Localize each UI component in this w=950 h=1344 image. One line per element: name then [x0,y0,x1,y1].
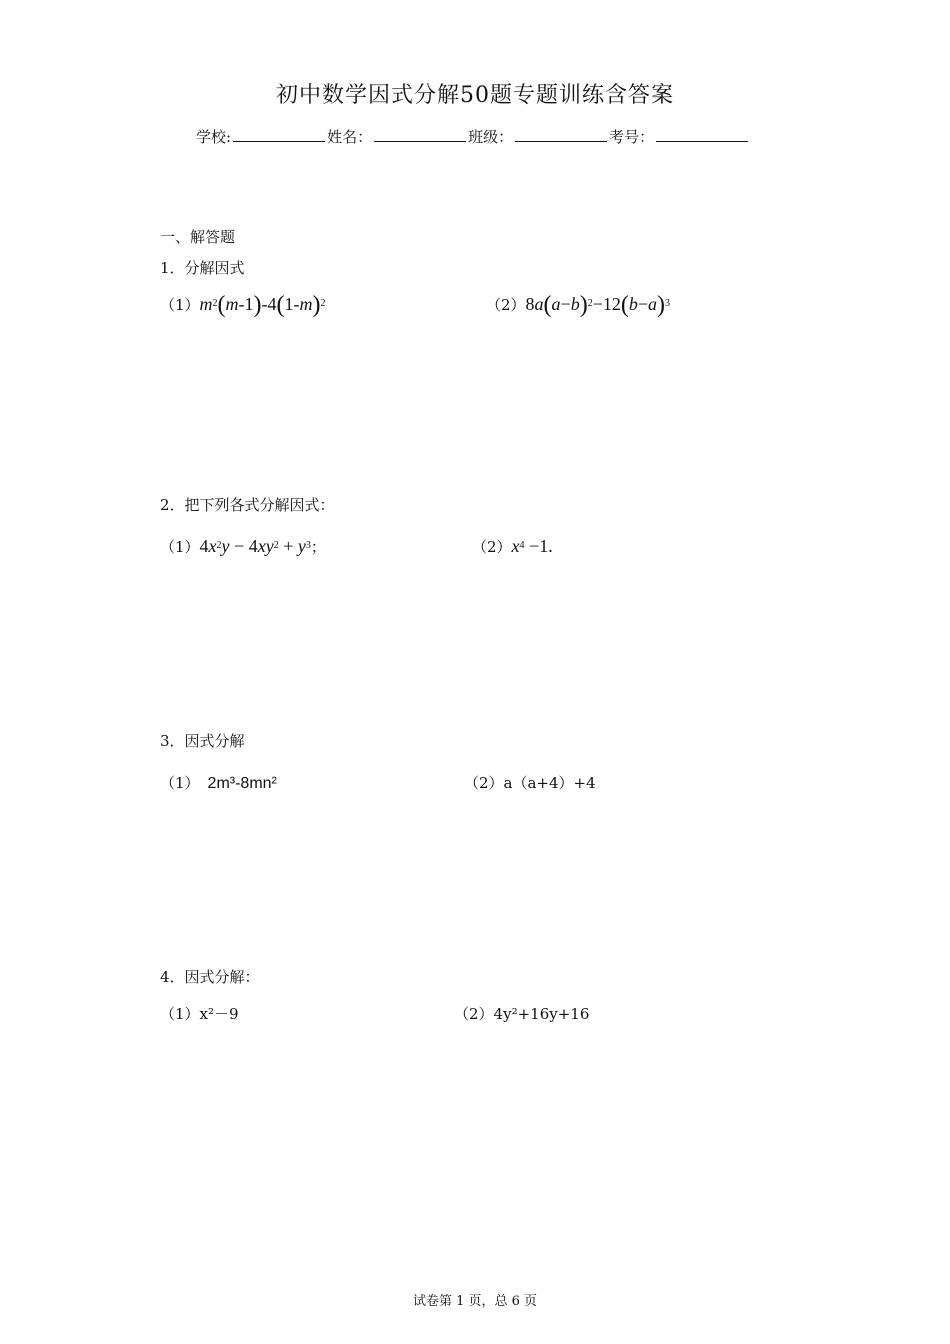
part-label: （1） [160,1005,200,1023]
question-2-part-1 [160,536,326,557]
class-blank[interactable] [515,127,607,142]
question-3-title: 3．因式分解 [160,732,245,750]
math-expression: $8a(a-b)^2-12(b-a)^3$ [525,292,671,318]
math-expression: $x^4 -1$. [511,536,553,556]
math-expression: a（a+4）+4 [503,774,596,792]
part-label: （2） [454,1005,494,1023]
question-3-part-1 [160,772,277,793]
part-label: （2） [464,774,504,792]
page-footer: 试卷第 1 页，总 6 页 [412,1294,538,1309]
question-1-part-2 [486,292,670,319]
part-label: （1） [160,774,200,792]
page-title: 初中数学因式分解50题专题训练含答案 [276,83,674,108]
number-label: 考号： [609,128,655,146]
math-expression: $4x^2y - 4xy^2 + y^3$ [199,536,311,556]
number-blank[interactable] [656,127,748,142]
punctuation: ； [310,538,326,556]
name-blank[interactable] [374,127,466,142]
question-4-part-1 [160,1003,239,1024]
name-label: 姓名： [327,128,373,146]
question-2-part-2 [472,536,553,557]
part-label: （1） [160,538,200,556]
question-3-part-2 [464,772,596,793]
student-info-line [196,126,750,147]
math-expression: 4y²+16y+16 [493,1005,590,1023]
math-expression: x²－9 [199,1005,239,1023]
question-1-title: 1．分解因式 [160,259,245,277]
math-expression: 2m³-8mn² [207,775,277,792]
question-4-title: 4．因式分解： [160,968,260,986]
question-4-part-2 [454,1003,589,1024]
school-blank[interactable] [233,127,325,142]
class-label: 班级： [468,128,514,146]
section-heading: 一、解答题 [160,228,236,246]
question-2-title: 2．把下列各式分解因式： [160,496,335,514]
question-1-part-1 [160,292,326,319]
part-label: （2） [486,296,526,314]
part-label: （1） [160,296,200,314]
math-expression: $m^2(m-1)-4(1-m)^2$ [199,292,326,318]
school-label: 学校: [196,128,232,146]
part-label: （2） [472,538,512,556]
